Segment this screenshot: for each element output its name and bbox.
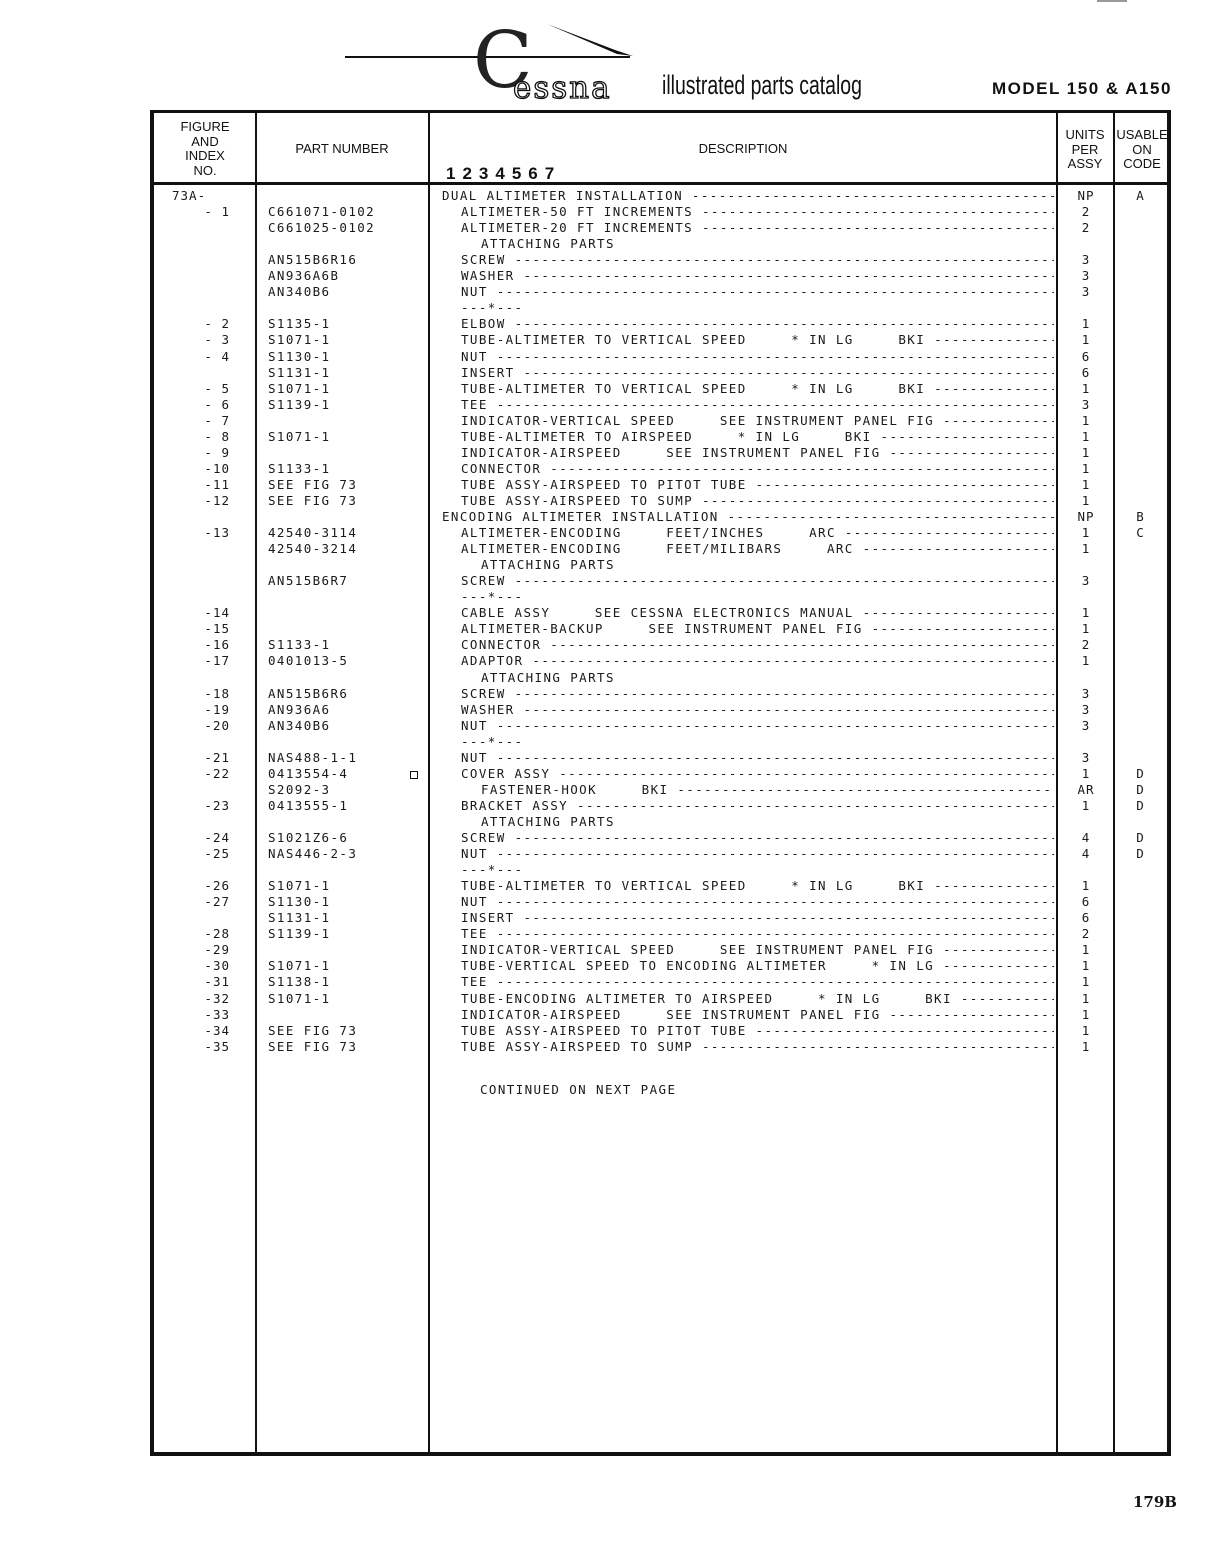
logo-initial: C — [473, 16, 533, 106]
figure-index: -23 — [204, 797, 230, 813]
part-number: S1135-1 — [268, 316, 331, 332]
units-per-assy: 2 — [1081, 926, 1091, 942]
usable-on-code: A — [1136, 188, 1144, 203]
description: ---*--- — [461, 300, 524, 316]
header-usable-line: ON — [1132, 141, 1152, 157]
part-number: AN515B6R16 — [268, 252, 358, 268]
units-per-assy: 1 — [1081, 878, 1091, 894]
units-per-assy: 3 — [1081, 685, 1091, 701]
header-figure-line: INDEX — [185, 148, 225, 163]
description: ALTIMETER-50 FT INCREMENTS ----- — [461, 204, 1054, 220]
description: CONNECTOR ----- — [461, 637, 1054, 653]
table-row — [0, 365, 1212, 381]
figure-index: 73A- — [172, 188, 207, 203]
table-row — [0, 252, 1212, 268]
table-row — [0, 381, 1212, 397]
description: ALTIMETER-ENCODING FEET/MILIBARS ARC ----- — [461, 541, 1054, 557]
part-number: S1071-1 — [268, 428, 331, 444]
part-number: AN936A6 — [268, 701, 331, 717]
units-per-assy: 1 — [1081, 428, 1091, 444]
figure-index: -17 — [204, 653, 230, 669]
figure-index: - 2 — [204, 316, 230, 332]
header-units-line: PER — [1071, 141, 1099, 157]
units-per-assy: 1 — [1081, 942, 1091, 958]
units-per-assy: 3 — [1081, 749, 1091, 765]
units-per-assy: 3 — [1081, 268, 1091, 284]
change-marker-icon — [410, 771, 418, 779]
description: SCREW ----- — [461, 573, 1054, 589]
description: ATTACHING PARTS — [481, 557, 615, 573]
table-row — [0, 349, 1212, 365]
units-per-assy: 1 — [1081, 476, 1091, 492]
units-per-assy: 1 — [1081, 765, 1091, 781]
part-number: S1139-1 — [268, 926, 331, 942]
description: DUAL ALTIMETER INSTALLATION ----- — [442, 188, 1054, 204]
description: TEE ----- — [461, 397, 1054, 413]
part-number: S1071-1 — [268, 990, 331, 1006]
units-per-assy: 1 — [1081, 332, 1091, 348]
table-row — [0, 653, 1212, 669]
figure-index: -11 — [204, 476, 230, 492]
table-row — [0, 974, 1212, 990]
header-figure-line: FIGURE — [180, 119, 230, 134]
table-row — [0, 397, 1212, 413]
table-row — [0, 942, 1212, 958]
units-per-assy: 1 — [1081, 541, 1091, 557]
usable-on-code: D — [1136, 781, 1144, 797]
units-per-assy: NP — [1077, 509, 1095, 524]
table-row — [0, 926, 1212, 942]
table-row — [0, 814, 1212, 830]
description: NUT ----- — [461, 750, 1054, 766]
table-row — [0, 188, 1212, 204]
part-number: AN340B6 — [268, 284, 331, 300]
units-per-assy: NP — [1077, 188, 1095, 203]
figure-index: -10 — [204, 460, 230, 476]
description: TUBE ASSY-AIRSPEED TO PITOT TUBE ----- — [461, 1023, 1054, 1039]
units-per-assy: 1 — [1081, 621, 1091, 637]
description: ADAPTOR ----- — [461, 653, 1054, 669]
units-per-assy: 3 — [1081, 717, 1091, 733]
description: ALTIMETER-BACKUP SEE INSTRUMENT PANEL FIG ----- — [461, 621, 1054, 637]
description: INDICATOR-VERTICAL SPEED SEE INSTRUMENT PANEL FIG ----- — [461, 942, 1054, 958]
figure-index: -12 — [204, 492, 230, 508]
description: ---*--- — [461, 862, 524, 878]
table-row — [0, 477, 1212, 493]
description: CABLE ASSY SEE CESSNA ELECTRONICS MANUAL ----- — [461, 605, 1054, 621]
table-row — [0, 236, 1212, 252]
header-figure-line: AND — [191, 133, 219, 149]
description: TEE ----- — [461, 926, 1054, 942]
part-number: S1071-1 — [268, 332, 331, 348]
figure-index: - 3 — [204, 332, 230, 348]
usable-on-code: C — [1136, 525, 1144, 541]
description: TUBE-ENCODING ALTIMETER TO AIRSPEED * IN LG BKI ----- — [461, 991, 1054, 1007]
part-number: S1071-1 — [268, 878, 331, 894]
figure-index: -35 — [204, 1038, 230, 1054]
part-number: AN515B6R7 — [268, 573, 349, 589]
figure-index: -24 — [204, 830, 230, 845]
units-per-assy: 1 — [1081, 1022, 1091, 1038]
figure-index: -25 — [204, 846, 230, 862]
description: COVER ASSY ----- — [461, 766, 1054, 782]
header-usable-line: USABLE — [1116, 127, 1168, 142]
indent-code-digits: 1234567 — [446, 164, 562, 183]
table-row — [0, 220, 1212, 236]
usable-on-code: D — [1136, 765, 1144, 781]
description: INSERT ----- — [461, 910, 1054, 926]
table-row — [0, 541, 1212, 557]
figure-index: - 1 — [204, 204, 230, 220]
table-row — [0, 1023, 1212, 1039]
units-per-assy: 1 — [1081, 605, 1091, 621]
description: WASHER ----- — [461, 268, 1054, 284]
table-row — [0, 718, 1212, 734]
part-number: AN340B6 — [268, 717, 331, 733]
table-row — [0, 798, 1212, 814]
description: TUBE-ALTIMETER TO VERTICAL SPEED * IN LG BKI ----- — [461, 878, 1054, 894]
part-number: 0413554-4 — [268, 765, 349, 781]
figure-index: - 8 — [204, 428, 230, 444]
units-per-assy: AR — [1077, 781, 1095, 797]
units-per-assy: 1 — [1081, 316, 1091, 332]
usable-on-code: D — [1136, 797, 1144, 813]
description: TUBE-VERTICAL SPEED TO ENCODING ALTIMETER * IN LG ----- — [461, 958, 1054, 974]
figure-index: - 9 — [204, 444, 230, 460]
figure-index: -21 — [204, 749, 230, 765]
description: TUBE-ALTIMETER TO AIRSPEED * IN LG BKI ----- — [461, 429, 1054, 445]
table-row — [0, 750, 1212, 766]
description: INDICATOR-AIRSPEED SEE INSTRUMENT PANEL FIG ----- — [461, 1007, 1054, 1023]
description: ---*--- — [461, 733, 524, 749]
part-number: C661025-0102 — [268, 220, 376, 236]
description: TUBE-ALTIMETER TO VERTICAL SPEED * IN LG BKI ----- — [461, 332, 1054, 348]
figure-index: -19 — [204, 701, 230, 717]
description: NUT ----- — [461, 846, 1054, 862]
units-per-assy: 1 — [1081, 492, 1091, 508]
table-row — [0, 894, 1212, 910]
units-per-assy: 1 — [1081, 958, 1091, 974]
header-units-line: ASSY — [1067, 156, 1103, 171]
table-row — [0, 637, 1212, 653]
description: ALTIMETER-20 FT INCREMENTS ----- — [461, 220, 1054, 236]
description: INSERT ----- — [461, 365, 1054, 381]
part-number: S1133-1 — [268, 460, 331, 476]
table-row — [0, 300, 1212, 316]
cessna-logo — [345, 18, 985, 108]
table-row — [0, 830, 1212, 846]
header-description: DESCRIPTION — [698, 141, 788, 156]
part-number: NAS446-2-3 — [268, 846, 358, 862]
figure-index: -20 — [204, 717, 230, 733]
description: INDICATOR-VERTICAL SPEED SEE INSTRUMENT PANEL FIG ----- — [461, 413, 1054, 429]
units-per-assy: 2 — [1081, 204, 1091, 220]
part-number: 42540-3114 — [268, 525, 358, 541]
model-title: MODEL 150 & A150 — [992, 79, 1172, 98]
part-number: C661071-0102 — [268, 204, 376, 220]
table-row — [0, 573, 1212, 589]
part-number: S1131-1 — [268, 910, 331, 926]
table-row — [0, 1039, 1212, 1055]
usable-on-code: D — [1136, 830, 1144, 845]
description: SCREW ----- — [461, 830, 1054, 846]
units-per-assy: 1 — [1081, 444, 1091, 460]
usable-on-code: D — [1136, 846, 1144, 862]
description: ELBOW ----- — [461, 316, 1054, 332]
part-number: S1139-1 — [268, 396, 331, 412]
table-row — [0, 878, 1212, 894]
table-row — [0, 204, 1212, 220]
table-row — [0, 316, 1212, 332]
units-per-assy: 3 — [1081, 701, 1091, 717]
description: NUT ----- — [461, 718, 1054, 734]
figure-index: -16 — [204, 637, 230, 653]
header-usable — [1114, 128, 1170, 172]
continued-note: CONTINUED ON NEXT PAGE — [480, 1082, 677, 1097]
table-row — [0, 670, 1212, 686]
figure-index: - 5 — [204, 380, 230, 396]
figure-index: -33 — [204, 1006, 230, 1022]
units-per-assy: 6 — [1081, 364, 1091, 380]
table-row — [0, 413, 1212, 429]
units-per-assy: 1 — [1081, 412, 1091, 428]
usable-on-code: B — [1136, 509, 1144, 524]
table-row — [0, 557, 1212, 573]
description: FASTENER-HOOK BKI ----- — [481, 782, 1054, 798]
description: ALTIMETER-ENCODING FEET/INCHES ARC ----- — [461, 525, 1054, 541]
description: TUBE-ALTIMETER TO VERTICAL SPEED * IN LG BKI ----- — [461, 381, 1054, 397]
units-per-assy: 3 — [1081, 396, 1091, 412]
units-per-assy: 6 — [1081, 910, 1091, 926]
part-number: S1133-1 — [268, 637, 331, 653]
part-number: S1130-1 — [268, 894, 331, 910]
figure-index: -28 — [204, 926, 230, 942]
units-per-assy: 2 — [1081, 637, 1091, 653]
table-row — [0, 284, 1212, 300]
units-per-assy: 1 — [1081, 974, 1091, 990]
logo-swoosh-icon — [545, 20, 635, 60]
part-number: S1071-1 — [268, 958, 331, 974]
part-number: S1021Z6-6 — [268, 830, 349, 845]
table-row — [0, 525, 1212, 541]
figure-index: -27 — [204, 894, 230, 910]
figure-index: -18 — [204, 685, 230, 701]
table-row — [0, 734, 1212, 750]
header-units-line: UNITS — [1065, 127, 1105, 142]
header-rule — [154, 182, 1167, 185]
header-units — [1058, 128, 1112, 172]
figure-index: - 4 — [204, 348, 230, 364]
figure-index: -31 — [204, 974, 230, 990]
part-number: 0401013-5 — [268, 653, 349, 669]
table-row — [0, 589, 1212, 605]
description: NUT ----- — [461, 349, 1054, 365]
table-row — [0, 332, 1212, 348]
table-row — [0, 461, 1212, 477]
part-number: 42540-3214 — [268, 541, 358, 557]
units-per-assy: 4 — [1081, 846, 1091, 862]
part-number: SEE FIG 73 — [268, 476, 358, 492]
description: BRACKET ASSY ----- — [461, 798, 1054, 814]
part-number: SEE FIG 73 — [268, 1022, 358, 1038]
units-per-assy: 3 — [1081, 573, 1091, 589]
units-per-assy: 1 — [1081, 525, 1091, 541]
units-per-assy: 1 — [1081, 1038, 1091, 1054]
table-row — [0, 766, 1212, 782]
units-per-assy: 1 — [1081, 1006, 1091, 1022]
units-per-assy: 1 — [1081, 797, 1091, 813]
description: TEE ----- — [461, 974, 1054, 990]
table-row — [0, 686, 1212, 702]
table-row — [0, 1007, 1212, 1023]
table-row — [0, 991, 1212, 1007]
description: CONNECTOR ----- — [461, 461, 1054, 477]
part-number: S2092-3 — [268, 781, 331, 797]
units-per-assy: 6 — [1081, 894, 1091, 910]
description: NUT ----- — [461, 284, 1054, 300]
figure-index: -15 — [204, 621, 230, 637]
description: ATTACHING PARTS — [481, 669, 615, 685]
units-per-assy: 4 — [1081, 830, 1091, 845]
part-number: SEE FIG 73 — [268, 492, 358, 508]
part-number: S1131-1 — [268, 364, 331, 380]
table-row — [0, 509, 1212, 525]
description: SCREW ----- — [461, 252, 1054, 268]
table-row — [0, 910, 1212, 926]
units-per-assy: 1 — [1081, 990, 1091, 1006]
table-row — [0, 445, 1212, 461]
header-figure-line: NO. — [193, 162, 217, 178]
description: ENCODING ALTIMETER INSTALLATION ----- — [442, 509, 1054, 525]
figure-index: -29 — [204, 942, 230, 958]
part-number: NAS488-1-1 — [268, 749, 358, 765]
figure-index: - 7 — [204, 412, 230, 428]
corner-mark — [1097, 0, 1127, 2]
table-row — [0, 621, 1212, 637]
description: ATTACHING PARTS — [481, 236, 615, 252]
figure-index: -14 — [204, 605, 230, 621]
description: ---*--- — [461, 589, 524, 605]
description: ATTACHING PARTS — [481, 813, 615, 829]
units-per-assy: 1 — [1081, 380, 1091, 396]
catalog-title: illustrated parts catalog — [662, 70, 862, 100]
header-usable-line: CODE — [1123, 156, 1161, 171]
figure-index: -30 — [204, 958, 230, 974]
part-number: 0413555-1 — [268, 797, 349, 813]
table-row — [0, 782, 1212, 798]
part-number: S1138-1 — [268, 974, 331, 990]
table-row — [0, 429, 1212, 445]
header-figure — [160, 120, 250, 178]
table-row — [0, 702, 1212, 718]
part-number: SEE FIG 73 — [268, 1038, 358, 1054]
table-row — [0, 268, 1212, 284]
figure-index: -32 — [204, 990, 230, 1006]
part-number: AN936A6B — [268, 268, 340, 284]
units-per-assy: 1 — [1081, 460, 1091, 476]
table-row — [0, 958, 1212, 974]
table-row — [0, 862, 1212, 878]
description: SCREW ----- — [461, 686, 1054, 702]
figure-index: -13 — [204, 525, 230, 541]
description: TUBE ASSY-AIRSPEED TO SUMP ----- — [461, 493, 1054, 509]
description: WASHER ----- — [461, 702, 1054, 718]
part-number: AN515B6R6 — [268, 685, 349, 701]
units-per-assy: 2 — [1081, 220, 1091, 236]
header-part-number: PART NUMBER — [295, 141, 389, 156]
units-per-assy: 3 — [1081, 252, 1091, 268]
units-per-assy: 3 — [1081, 284, 1091, 300]
description: NUT ----- — [461, 894, 1054, 910]
figure-index: -22 — [204, 765, 230, 781]
description: INDICATOR-AIRSPEED SEE INSTRUMENT PANEL FIG ----- — [461, 445, 1054, 461]
figure-index: -34 — [204, 1022, 230, 1038]
description: TUBE ASSY-AIRSPEED TO SUMP ----- — [461, 1039, 1054, 1055]
figure-index: - 6 — [204, 396, 230, 412]
description: TUBE ASSY-AIRSPEED TO PITOT TUBE ----- — [461, 477, 1054, 493]
figure-index: -26 — [204, 878, 230, 894]
units-per-assy: 6 — [1081, 348, 1091, 364]
part-number: S1130-1 — [268, 348, 331, 364]
units-per-assy: 1 — [1081, 653, 1091, 669]
logo-wordmark: essna — [513, 70, 612, 106]
table-row — [0, 846, 1212, 862]
page-number: 179B — [1133, 1493, 1177, 1511]
part-number: S1071-1 — [268, 380, 331, 396]
table-row — [0, 493, 1212, 509]
table-row — [0, 605, 1212, 621]
